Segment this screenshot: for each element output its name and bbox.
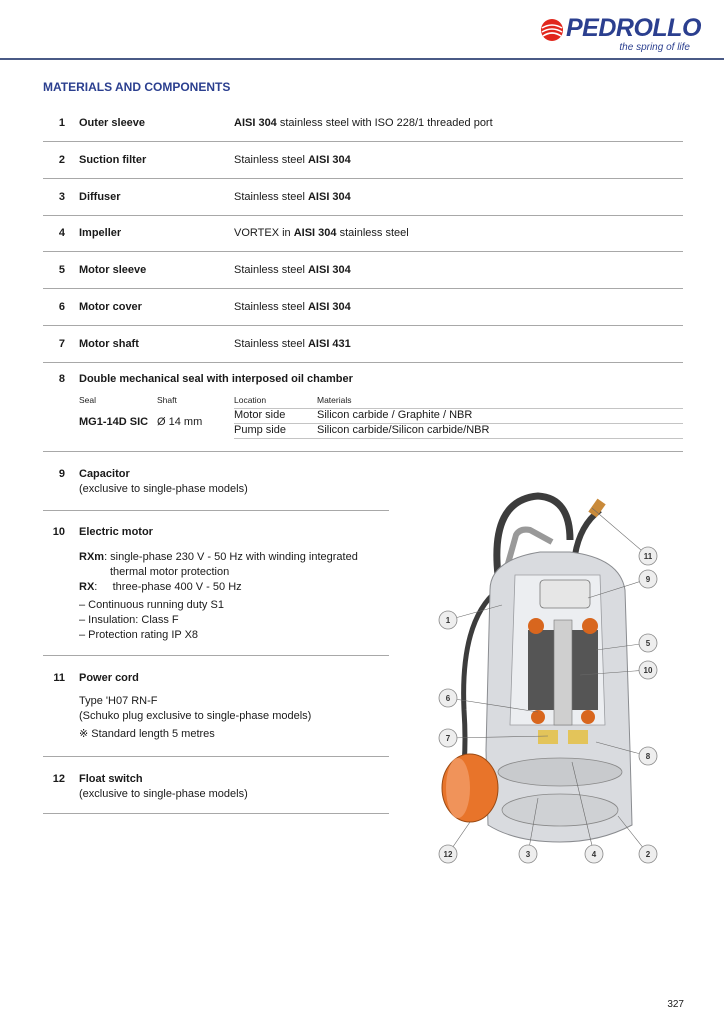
bearing-shape — [581, 710, 595, 724]
seal-shape — [538, 730, 558, 744]
material-text: Stainless steel — [234, 264, 308, 277]
rx-label: RX — [79, 581, 95, 593]
seal-materials: Silicon carbide/Silicon carbide/NBR — [317, 424, 490, 436]
item-name: Power cord — [79, 672, 139, 684]
callout-4 — [585, 845, 603, 863]
bearing-shape — [582, 618, 598, 634]
callout-3 — [519, 845, 537, 863]
page-number: 327 — [667, 999, 684, 1010]
rx-text: : three-phase 400 V - 50 Hz — [94, 581, 242, 593]
material-text: Stainless steel — [234, 190, 308, 203]
item-name: Impeller — [79, 227, 122, 240]
float-switch-row — [43, 762, 389, 814]
svg-text:5: 5 — [645, 639, 651, 648]
callout-12 — [439, 845, 457, 863]
motor-specs — [79, 550, 358, 643]
material-row — [43, 216, 683, 252]
svg-text:6: 6 — [445, 694, 451, 703]
callout-6 — [439, 689, 457, 707]
capacitor-row — [43, 458, 389, 511]
material-grade: AISI 304 — [293, 227, 337, 240]
section-title: MATERIALS AND COMPONENTS — [43, 80, 231, 94]
material-grade: AISI 304 — [234, 117, 277, 129]
material-row — [43, 106, 683, 142]
svg-text:2: 2 — [645, 850, 651, 859]
pump-cutaway-diagram — [420, 480, 710, 880]
brand-tagline: the spring of life — [619, 42, 690, 53]
seal-location: Motor side — [234, 409, 286, 421]
item-number: 1 — [58, 117, 65, 129]
material-row — [43, 143, 683, 179]
callout-10 — [639, 661, 657, 679]
seal-location: Pump side — [234, 424, 286, 436]
logo-mark-icon — [540, 18, 564, 42]
motor-bullet: – Protection rating IP X8 — [79, 629, 199, 641]
svg-text:7: 7 — [445, 734, 451, 743]
item-name: Outer sleeve — [79, 117, 146, 129]
location-header: Location — [234, 395, 267, 405]
item-name: Diffuser — [79, 190, 121, 203]
item-name: Float switch — [79, 773, 143, 785]
svg-text:4: 4 — [591, 850, 597, 859]
material-text: Stainless steel — [234, 301, 308, 313]
material-text: stainless steel with ISO 228/1 threaded port — [276, 117, 493, 129]
seal-materials: Silicon carbide / Graphite / NBR — [317, 409, 473, 421]
item-number: 8 — [58, 373, 65, 385]
item-number: 10 — [52, 526, 65, 538]
item-material — [234, 154, 351, 166]
callout-7 — [439, 729, 457, 747]
material-grade: AISI 304 — [307, 153, 351, 166]
seal-header: Seal — [79, 395, 97, 405]
pedrollo-logo — [540, 14, 701, 54]
svg-text:11: 11 — [643, 552, 653, 561]
material-row — [43, 253, 683, 289]
power-cord-line: (Schuko plug exclusive to single-phase models) — [79, 710, 312, 722]
svg-text:8: 8 — [645, 752, 651, 761]
svg-text:3: 3 — [525, 850, 531, 859]
brand-name: PEDROLLO — [566, 14, 701, 42]
item-material — [234, 338, 351, 350]
item-material — [234, 191, 351, 203]
float-highlight-shape — [446, 758, 470, 818]
item-number: 4 — [58, 227, 65, 240]
item-material — [234, 227, 409, 239]
item-name: Capacitor — [79, 468, 130, 480]
motor-bullet: – Insulation: Class F — [79, 614, 179, 626]
material-grade: AISI 304 — [307, 301, 351, 313]
item-number: 12 — [52, 773, 65, 785]
bearing-shape — [531, 710, 545, 724]
motor-shaft-shape — [554, 620, 572, 725]
suction-filter-shape — [502, 794, 618, 826]
capacitor-shape — [540, 580, 590, 608]
shaft-header: Shaft — [157, 395, 177, 405]
item-material — [234, 301, 351, 313]
rxm-text: : single-phase 230 V - 50 Hz with winding integrated — [104, 551, 358, 563]
bearing-shape — [528, 618, 544, 634]
item-material — [234, 117, 493, 129]
item-name: Motor cover — [79, 301, 142, 313]
power-cord-details — [79, 694, 311, 742]
callout-9 — [639, 570, 657, 588]
material-text: stainless steel — [336, 227, 409, 240]
power-cord-line: ※ Standard length 5 metres — [79, 728, 215, 740]
material-row — [43, 290, 683, 326]
motor-row — [43, 516, 389, 656]
svg-text:12: 12 — [443, 850, 453, 859]
material-grade: AISI 304 — [307, 264, 351, 277]
item-name: Motor shaft — [79, 337, 139, 350]
callout-2 — [639, 845, 657, 863]
header-divider — [0, 58, 724, 60]
item-number: 9 — [58, 468, 65, 480]
item-name: Electric motor — [79, 526, 153, 538]
item-note: (exclusive to single-phase models) — [79, 788, 248, 800]
rxm-text-cont: thermal motor protection — [110, 566, 230, 578]
item-name: Suction filter — [79, 153, 147, 166]
material-grade: AISI 431 — [307, 337, 351, 350]
item-name: Motor sleeve — [79, 264, 147, 277]
svg-text:9: 9 — [645, 575, 651, 584]
svg-text:10: 10 — [643, 666, 653, 675]
impeller-shape — [498, 758, 622, 786]
callout-8 — [639, 747, 657, 765]
item-number: 11 — [53, 672, 65, 684]
item-number: 5 — [58, 264, 65, 277]
material-row — [43, 180, 683, 216]
callout-5 — [639, 634, 657, 652]
item-name: Double mechanical seal with interposed oil chamber — [79, 373, 353, 385]
item-number: 7 — [58, 337, 65, 350]
rxm-label: RXm — [79, 551, 105, 563]
seal-divider — [234, 438, 683, 439]
material-text: VORTEX in — [234, 227, 294, 240]
callout-1 — [439, 611, 457, 629]
item-note: (exclusive to single-phase models) — [79, 483, 248, 495]
power-cord-row — [43, 662, 389, 757]
item-number: 6 — [58, 301, 65, 313]
materials-header: Materials — [317, 395, 352, 405]
material-text: Stainless steel — [234, 337, 308, 350]
seal-shape — [568, 730, 588, 744]
item-number: 3 — [58, 190, 65, 203]
seal-model: MG1-14D SIC — [79, 416, 149, 428]
motor-bullet: – Continuous running duty S1 — [79, 599, 224, 611]
item-material — [234, 264, 351, 276]
seal-row — [43, 364, 683, 452]
callout-11 — [639, 547, 657, 565]
material-grade: AISI 304 — [307, 190, 351, 203]
material-text: Stainless steel — [234, 153, 308, 166]
material-row — [43, 327, 683, 363]
svg-text:1: 1 — [445, 616, 451, 625]
power-cord-line: Type 'H07 RN-F — [79, 695, 158, 707]
shaft-diameter: Ø 14 mm — [157, 416, 203, 428]
item-number: 2 — [58, 153, 65, 166]
